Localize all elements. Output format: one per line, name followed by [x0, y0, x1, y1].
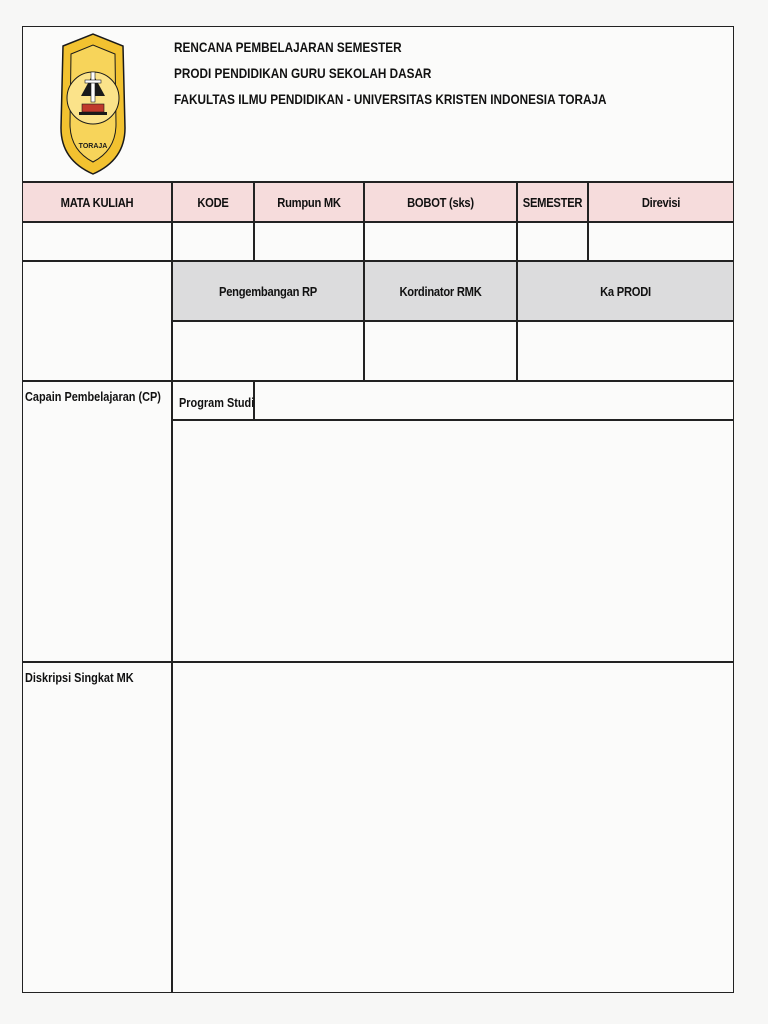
- rumpun-mk-value[interactable]: [263, 223, 356, 260]
- mata-kuliah-value[interactable]: [33, 223, 160, 260]
- kode-value[interactable]: [179, 223, 248, 260]
- program-studi-label: Program Studi: [179, 395, 255, 410]
- description-label: Diskripsi Singkat MK: [25, 670, 134, 685]
- header-program: PRODI PENDIDIKAN GURU SEKOLAH DASAR: [174, 65, 432, 81]
- col-rumpun-mk: Rumpun MK: [277, 194, 341, 210]
- col-bobot: BOBOT (sks): [407, 194, 474, 210]
- description-content[interactable]: [173, 663, 733, 991]
- semester-value[interactable]: [523, 223, 582, 260]
- col-semester: SEMESTER: [522, 194, 583, 210]
- col-direvisi: Direvisi: [641, 194, 681, 210]
- pengembangan-rp-value[interactable]: [186, 322, 349, 380]
- col-pengembangan-rp: Pengembangan RP: [218, 283, 318, 299]
- kordinator-rmk-value[interactable]: [376, 322, 506, 380]
- ka-prodi-value[interactable]: [533, 322, 718, 380]
- header-faculty: FAKULTAS ILMU PENDIDIKAN - UNIVERSITAS KRISTEN INDONESIA TORAJA: [174, 91, 607, 107]
- cp-label: Capain Pembelajaran (CP): [25, 389, 161, 404]
- logo-bottom-text: TORAJA: [78, 143, 108, 150]
- university-logo: [55, 32, 131, 178]
- col-kode: KODE: [197, 194, 229, 210]
- direvisi-value[interactable]: [599, 223, 723, 260]
- program-studi-value[interactable]: [288, 382, 699, 419]
- col-kordinator-rmk: Kordinator RMK: [399, 283, 482, 299]
- cp-content[interactable]: [173, 421, 733, 661]
- bobot-value[interactable]: [376, 223, 506, 260]
- header-title: RENCANA PEMBELAJARAN SEMESTER: [174, 39, 402, 55]
- document-header: [174, 34, 689, 112]
- col-ka-prodi: Ka PRODI: [600, 283, 651, 299]
- col-mata-kuliah: MATA KULIAH: [60, 194, 134, 210]
